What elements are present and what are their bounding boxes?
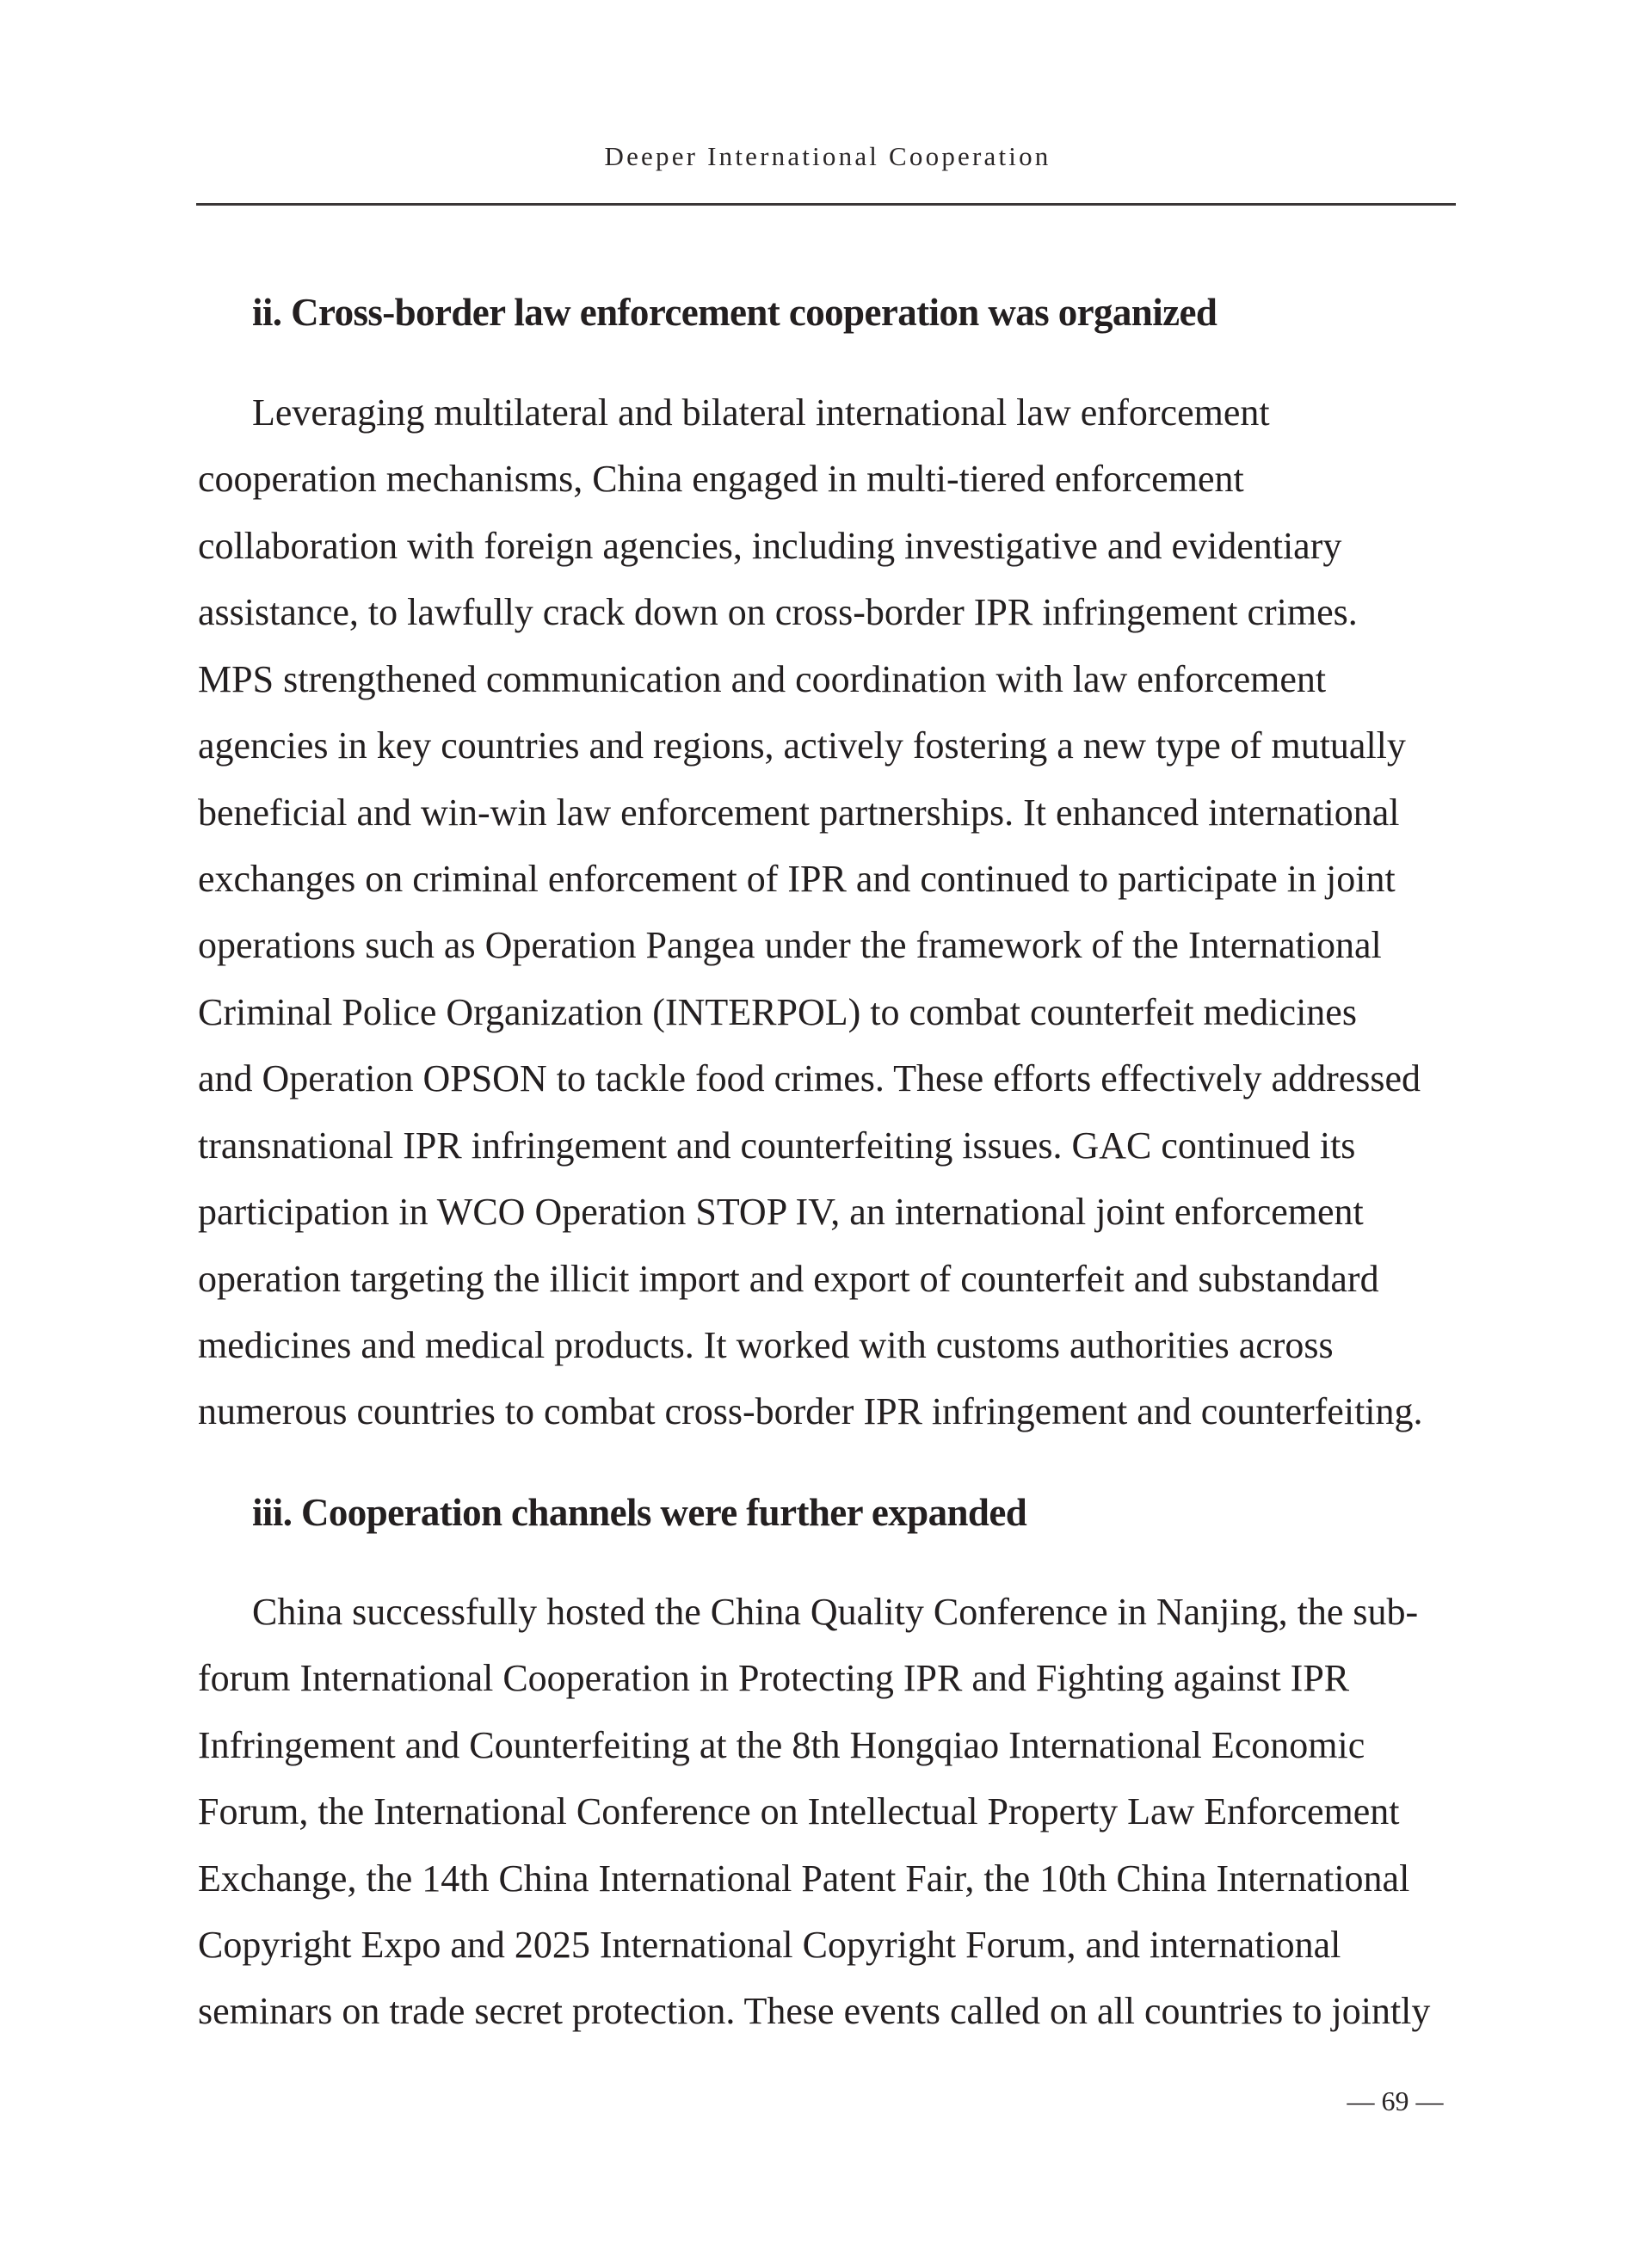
paragraph-line: beneficial and win-win law enforcement partnerships. It enhanced international	[198, 791, 1400, 834]
running-header-title: Deeper International Cooperation	[604, 141, 1051, 171]
paragraph-line: collaboration with foreign agencies, including investigative and evidentiary	[198, 525, 1342, 567]
paragraph-line: forum International Cooperation in Protecting IPR and Fighting against IPR	[198, 1657, 1350, 1699]
paragraph-line: Exchange, the 14th China International Patent Fair, the 10th China International	[198, 1857, 1410, 1900]
paragraph-line: and Operation OPSON to tackle food crimes. These efforts effectively addressed	[198, 1057, 1421, 1099]
paragraph-line: exchanges on criminal enforcement of IPR and continued to participate in joint	[198, 858, 1396, 900]
paragraph-line: MPS strengthened communication and coordination with law enforcement	[198, 658, 1327, 700]
paragraph-line: numerous countries to combat cross-border IPR infringement and counterfeiting.	[198, 1390, 1423, 1432]
paragraph-line: operations such as Operation Pangea under the framework of the International	[198, 924, 1382, 966]
page-number: — 69 —	[1347, 2085, 1444, 2116]
paragraph-line: Leveraging multilateral and bilateral international law enforcement	[252, 391, 1270, 434]
paragraph-line: assistance, to lawfully crack down on cross-border IPR infringement crimes.	[198, 591, 1358, 633]
paragraph-line: Forum, the International Conference on Intellectual Property Law Enforcement	[198, 1790, 1400, 1832]
paragraph-line: transnational IPR infringement and counterfeiting issues. GAC continued its	[198, 1124, 1356, 1167]
running-header	[0, 138, 1652, 176]
paragraph-line: cooperation mechanisms, China engaged in multi-tiered enforcement	[198, 458, 1244, 500]
paragraph-line: seminars on trade secret protection. These events called on all countries to jointly	[198, 1990, 1431, 2032]
section-heading-iii: iii. Cooperation channels were further expanded	[252, 1491, 1027, 1534]
paragraph-line: agencies in key countries and regions, actively fostering a new type of mutually	[198, 724, 1406, 767]
header-rule	[196, 203, 1456, 206]
paragraph-line: Criminal Police Organization (INTERPOL) to combat counterfeit medicines	[198, 991, 1357, 1033]
paragraph-line: participation in WCO Operation STOP IV, an international joint enforcement	[198, 1191, 1364, 1233]
paragraph-line: medicines and medical products. It worked with customs authorities across	[198, 1324, 1334, 1366]
paragraph-line: China successfully hosted the China Quality Conference in Nanjing, the sub-	[252, 1591, 1419, 1633]
paragraph-line: operation targeting the illicit import and export of counterfeit and substandard	[198, 1258, 1379, 1300]
paragraph-line: Copyright Expo and 2025 International Copyright Forum, and international	[198, 1924, 1341, 1966]
section-heading-ii: ii. Cross-border law enforcement cooperation was organized	[252, 291, 1217, 334]
paragraph-line: Infringement and Counterfeiting at the 8th Hongqiao International Economic	[198, 1724, 1365, 1766]
